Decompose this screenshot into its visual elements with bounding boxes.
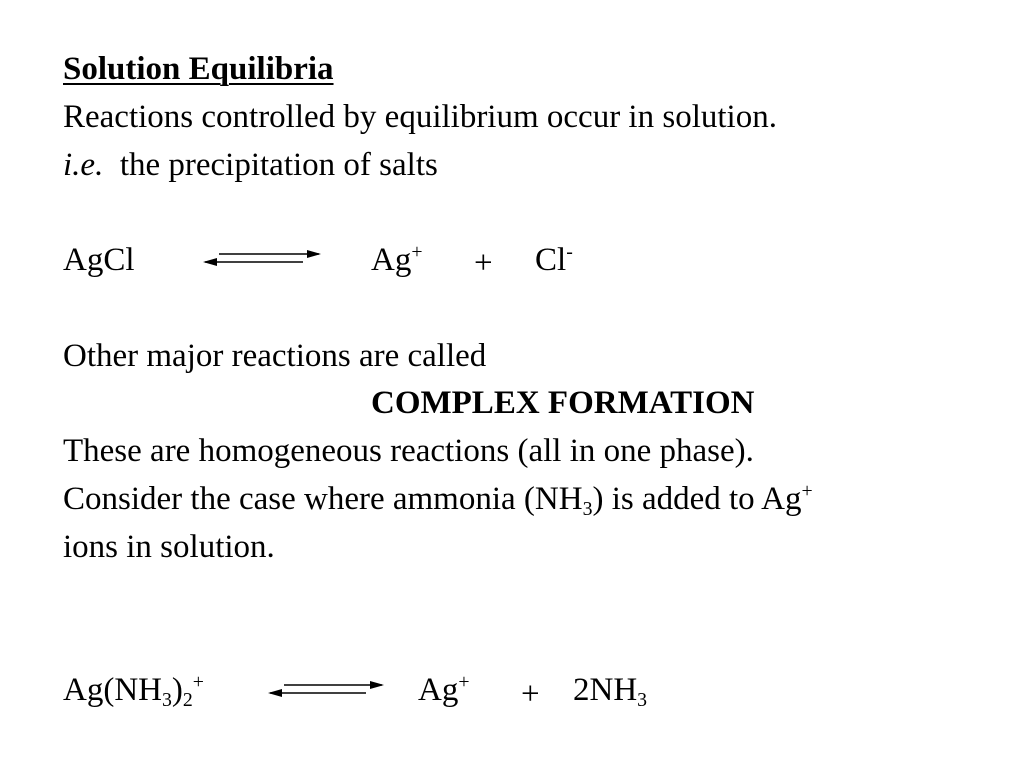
reaction-2-product-2: $2NH_3$	[573, 672, 648, 711]
charge-minus: -	[566, 241, 573, 264]
reaction-1-product-1: Ag+	[371, 241, 423, 278]
consider-line: Consider the case where ammonia $(NH_3)$ is added to Ag+	[63, 480, 813, 520]
ie-line	[63, 145, 438, 185]
equilibrium-arrow-icon	[268, 680, 384, 700]
complex-formation-heading: COMPLEX FORMATION	[371, 385, 755, 421]
intro-line: Reactions controlled by equilibrium occur in solution.	[63, 99, 777, 135]
ions-line: ions in solution.	[63, 529, 275, 565]
reaction-2-product-1: Ag+	[418, 671, 470, 708]
slide-title: Solution Equilibria	[63, 51, 334, 87]
charge-plus: +	[411, 241, 423, 264]
ie-abbreviation: i.e.	[63, 147, 104, 183]
reaction-1-product-2: Cl-	[535, 241, 573, 278]
reaction-1-plus-sign: +	[474, 245, 493, 281]
reaction-1-reactant: AgCl	[63, 242, 135, 278]
reaction-2-plus-sign: +	[521, 676, 540, 712]
ie-text: the precipitation of salts	[119, 147, 438, 183]
other-reactions-line: Other major reactions are called	[63, 338, 487, 374]
reaction-2-reactant: $Ag(NH_3)_2^+$	[63, 671, 204, 711]
equilibrium-arrow-icon	[203, 249, 321, 269]
homogeneous-line: These are homogeneous reactions (all in one phase).	[63, 433, 754, 469]
